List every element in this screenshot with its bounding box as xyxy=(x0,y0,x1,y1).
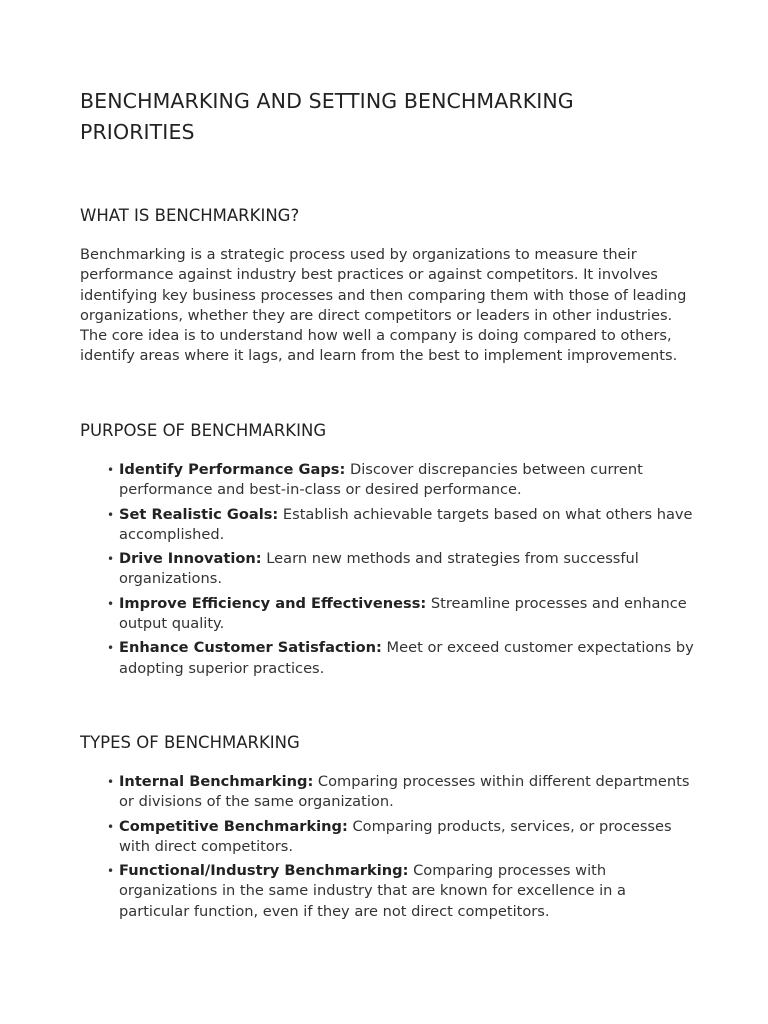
document-title: BENCHMARKING AND SETTING BENCHMARKING PRIORITIES xyxy=(80,89,574,144)
section-heading-purpose: PURPOSE OF BENCHMARKING xyxy=(80,421,327,440)
list-item-term: Drive Innovation: xyxy=(119,550,262,568)
bullet-icon: • xyxy=(107,819,115,834)
list-item xyxy=(107,638,697,679)
list-item-text: Learn new methods and strategies from successful organizations. xyxy=(119,550,639,588)
bullet-icon: • xyxy=(107,641,115,656)
list-item-text: Comparing processes with organizations in the same industry that are known for excellence in a particular function, even if they are not direct competitors. xyxy=(119,862,626,920)
bullet-icon: • xyxy=(107,463,115,477)
list-item xyxy=(107,772,697,813)
list-item-text: Streamline processes and enhance output quality. xyxy=(119,594,687,633)
section-heading-types: TYPES OF BENCHMARKING xyxy=(80,733,300,752)
list-item xyxy=(107,460,697,501)
bullet-icon: • xyxy=(107,507,115,522)
bullet-icon: • xyxy=(107,775,115,789)
list-item-term: Competitive Benchmarking: xyxy=(119,817,348,835)
list-item-text: Discover discrepancies between current performance and best-in-class or desired performance. xyxy=(119,461,643,499)
list-item-text: Comparing products, services, or processes with direct competitors. xyxy=(119,817,672,855)
bullet-icon: • xyxy=(107,596,115,611)
list-item-text: Meet or exceed customer expectations by adopting superior practices. xyxy=(119,639,694,677)
section-paragraph-what-is-benchmarking: Benchmarking is a strategic process used by organizations to measure their performance against industry best practices or against competitors. It involves identifying key business processes and then comparing them with those of leading organizations, whether they are direct competitors or leaders in other industries. The core idea is to understand how well a company is doing compared to others, identify areas where it lags, and learn from the best to implement improvements. xyxy=(80,246,687,365)
list-item-text: Comparing processes within different departments or divisions of the same organization. xyxy=(119,773,690,811)
section-heading-what-is-benchmarking: WHAT IS BENCHMARKING? xyxy=(80,206,300,225)
list-item-term: Internal Benchmarking: xyxy=(119,773,314,790)
list-item-text: Establish achievable targets based on what others have accomplished. xyxy=(119,505,693,543)
bullet-icon: • xyxy=(107,864,115,879)
list-item-term: Improve Efficiency and Effectiveness: xyxy=(119,594,427,612)
list-item-term: Functional/Industry Benchmarking: xyxy=(119,862,409,880)
list-item xyxy=(107,594,697,635)
types-list xyxy=(107,772,697,926)
list-item-term: Set Realistic Goals: xyxy=(119,505,279,523)
list-item xyxy=(107,549,697,590)
bullet-icon: • xyxy=(107,552,115,567)
purpose-list xyxy=(107,460,697,683)
list-item xyxy=(107,505,697,546)
list-item xyxy=(107,861,697,922)
list-item xyxy=(107,817,697,858)
list-item-term: Enhance Customer Satisfaction: xyxy=(119,639,382,657)
list-item-term: Identify Performance Gaps: xyxy=(119,461,346,478)
